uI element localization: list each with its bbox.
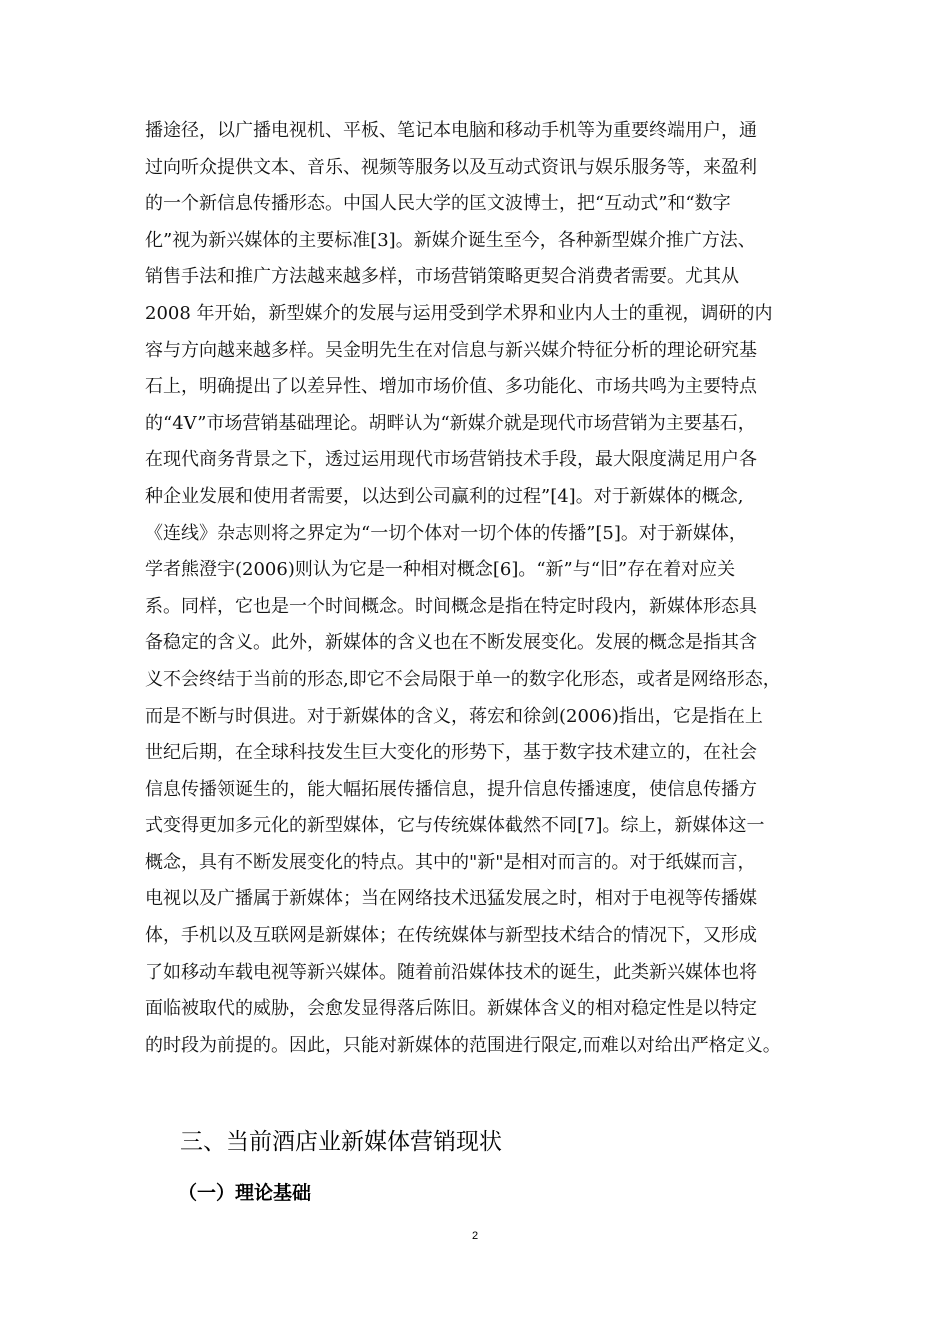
paragraph-line: 《连线》杂志则将之界定为“一切个体对一切个体的传播”[5]。对于新媒体， <box>145 522 747 544</box>
paragraph-line: 式变得更加多元化的新型媒体，它与传统媒体截然不同[7]。综上，新媒体这一 <box>145 815 765 837</box>
paragraph-line: 种企业发展和使用者需要，以达到公司赢利的过程”[4]。对于新媒体的概念, <box>145 485 744 507</box>
paragraph-line: 播途径，以广播电视机、平板、笔记本电脑和移动手机等为重要终端用户，通 <box>145 120 757 141</box>
paragraph-line: 的一个新信息传播形态。中国人民大学的匡文波博士，把“互动式”和“数字 <box>145 193 731 215</box>
paragraph-line: 备稳定的含义。此外，新媒体的含义也在不断发展变化。发展的概念是指其含 <box>145 632 757 654</box>
paragraph-line: 世纪后期，在全球科技发生巨大变化的形势下，基于数字技术建立的，在社会 <box>145 742 757 764</box>
paragraph-line: 学者熊澄宇(2006)则认为它是一种相对概念[6]。“新”与“旧”存在着对应关 <box>145 559 736 581</box>
paragraph-line: 石上，明确提出了以差异性、增加市场价值、多功能化、市场共鸣为主要特点 <box>145 376 757 398</box>
paragraph-line: 概念，具有不断发展变化的特点。其中的"新"是相对而言的。对于纸媒而言， <box>145 851 756 873</box>
paragraph-line: 系。同样，它也是一个时间概念。时间概念是指在特定时段内，新媒体形态具 <box>145 595 757 617</box>
paragraph-line: 的“4V”市场营销基础理论。胡畔认为“新媒介就是现代市场营销为主要基石， <box>145 412 756 434</box>
paragraph-line: 信息传播领诞生的，能大幅拓展传播信息，提升信息传播速度，使信息传播方 <box>145 778 757 800</box>
paragraph-line: 了如移动车载电视等新兴媒体。随着前沿媒体技术的诞生，此类新兴媒体也将 <box>145 961 757 983</box>
paragraph-line: 面临被取代的威胁，会愈发显得落后陈旧。新媒体含义的相对稳定性是以特定 <box>145 998 757 1020</box>
paragraph-line: 体，手机以及互联网是新媒体；在传统媒体与新型技术结合的情况下，又形成 <box>145 925 757 947</box>
body-paragraph <box>145 113 825 1064</box>
paragraph-line: 容与方向越来越多样。吴金明先生在对信息与新兴媒介特征分析的理论研究基 <box>145 339 757 361</box>
paragraph-line: 而是不断与时俱进。对于新媒体的含义，蒋宏和徐剑(2006)指出，它是指在上 <box>145 705 763 727</box>
paragraph-line: 在现代商务背景之下，透过运用现代市场营销技术手段，最大限度满足用户各 <box>145 449 757 471</box>
paragraph-line: 化”视为新兴媒体的主要标准[3]。新媒介诞生至今，各种新型媒介推广方法、 <box>145 229 756 251</box>
subsection-heading: （一）理论基础 <box>178 1182 312 1204</box>
paragraph-line: 销售手法和推广方法越来越多样，市场营销策略更契合消费者需要。尤其从 <box>145 266 739 288</box>
paragraph-line: 电视以及广播属于新媒体；当在网络技术迅猛发展之时，相对于电视等传播媒 <box>145 888 757 910</box>
section-heading: 三、当前酒店业新媒体营销现状 <box>180 1129 502 1155</box>
paragraph-line: 义不会终结于当前的形态,即它不会局限于单一的数字化形态，或者是网络形态， <box>145 668 781 690</box>
page-number: 2 <box>471 1230 479 1242</box>
paragraph-line: 的时段为前提的。因此，只能对新媒体的范围进行限定,而难以对给出严格定义。 <box>145 1034 781 1056</box>
paragraph-line: 过向听众提供文本、音乐、视频等服务以及互动式资讯与娱乐服务等，来盈利 <box>145 156 757 178</box>
paragraph-line: 2008 年开始，新型媒介的发展与运用受到学术界和业内人士的重视，调研的内 <box>145 302 773 324</box>
